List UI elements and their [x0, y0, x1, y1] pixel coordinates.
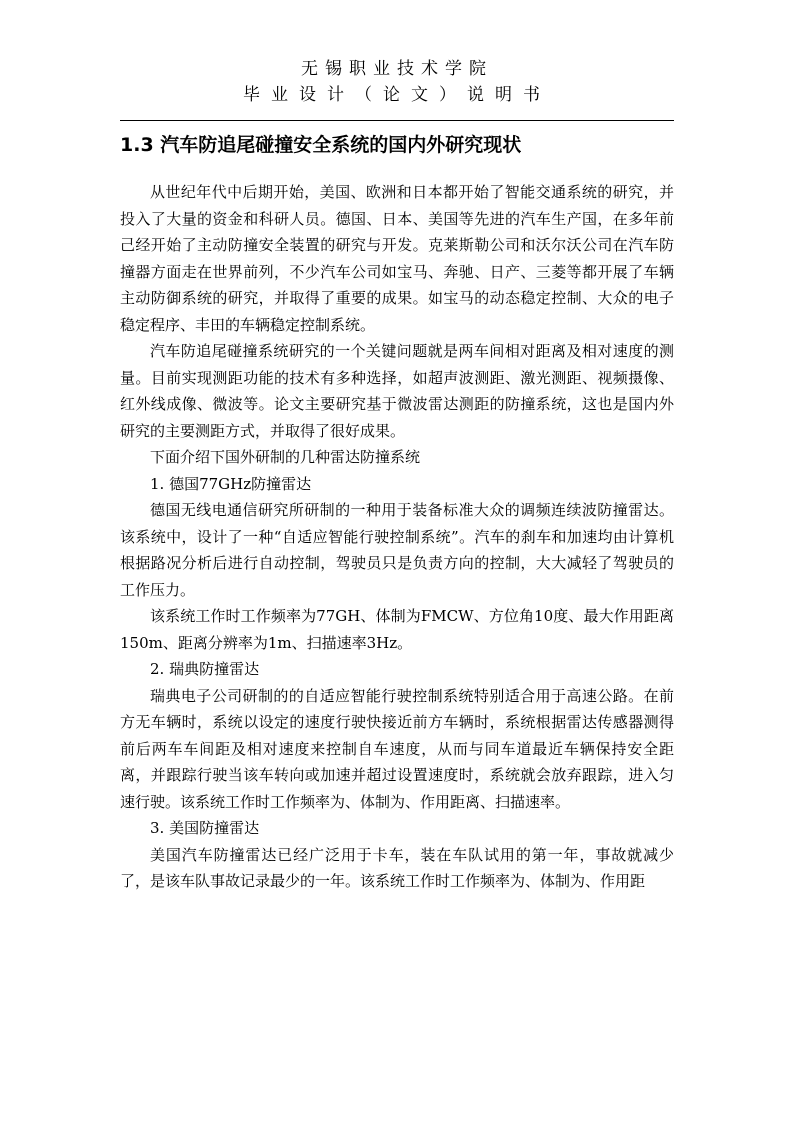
paragraph: 汽车防追尾碰撞系统研究的一个关键问题就是两车间相对距离及相对速度的测量。目前实现测距功能的技术有多种选择，如超声波测距、激光测距、视频摄像、红外线成像、微波等。论文主要研究基于微波雷达测距的防撞系统，这也是国内外研究的主要测距方式，并取得了很好成果。: [120, 342, 674, 440]
subsection-heading: 2. 瑞典防撞雷达: [150, 660, 260, 678]
paragraph: 从世纪年代中后期开始，美国、欧洲和日本都开始了智能交通系统的研究，并投入了大量的资金和科研人员。德国、日本、美国等先进的汽车生产国，在多年前己经开始了主动防撞安全装置的研究与开发。克莱斯勒公司和沃尔沃公司在汽车防撞器方面走在世界前列，不少汽车公司如宝马、奔驰、日产、三菱等都开展了车辆主动防御系统的研究，并取得了重要的成果。如宝马的动态稳定控制、大众的电子稳定程序、丰田的车辆稳定控制系统。: [120, 183, 674, 334]
header-divider: [120, 120, 674, 121]
section-title: 1.3 汽车防追尾碰撞安全系统的国内外研究现状: [120, 134, 522, 156]
paragraph: 该系统工作时工作频率为77GH、体制为FMCW、方位角10度、最大作用距离150m、距离分辨率为1m、扫描速率3Hz。: [120, 607, 674, 652]
paragraph: 美国汽车防撞雷达已经广泛用于卡车，装在车队试用的第一年，事故就减少了，是该车队事故记录最少的一年。该系统工作时工作频率为、体制为、作用距: [120, 845, 674, 890]
paragraph: 下面介绍下国外研制的几种雷达防撞系统: [150, 448, 421, 466]
subsection-heading: 1. 德国77GHz防撞雷达: [150, 474, 312, 493]
paragraph: 德国无线电通信研究所研制的一种用于装备标准大众的调频连续波防撞雷达。该系统中，设计了一种“自适应智能行驶控制系统”。汽车的刹车和加速均由计算机根据路况分析后进行自动控制，驾驶员只是负责方向的控制，大大减轻了驾驶员的工作压力。: [120, 501, 674, 599]
institution-name: 无锡职业技术学院: [301, 59, 493, 79]
document-type: 毕业设计（论文）说明书: [243, 85, 551, 105]
page-header: [120, 56, 674, 108]
subsection-heading: 3. 美国防撞雷达: [150, 819, 260, 837]
body-text: [120, 179, 674, 895]
paragraph: 瑞典电子公司研制的的自适应智能行驶控制系统特别适合用于高速公路。在前方无车辆时，系统以设定的速度行驶快接近前方车辆时，系统根据雷达传感器测得前后两车车间距及相对速度来控制自车速度，从而与同车道最近车辆保持安全距离，并跟踪行驶当该车转向或加速并超过设置速度时，系统就会放弃跟踪，进入匀速行驶。该系统工作时工作频率为、体制为、作用距离、扫描速率。: [120, 686, 674, 811]
